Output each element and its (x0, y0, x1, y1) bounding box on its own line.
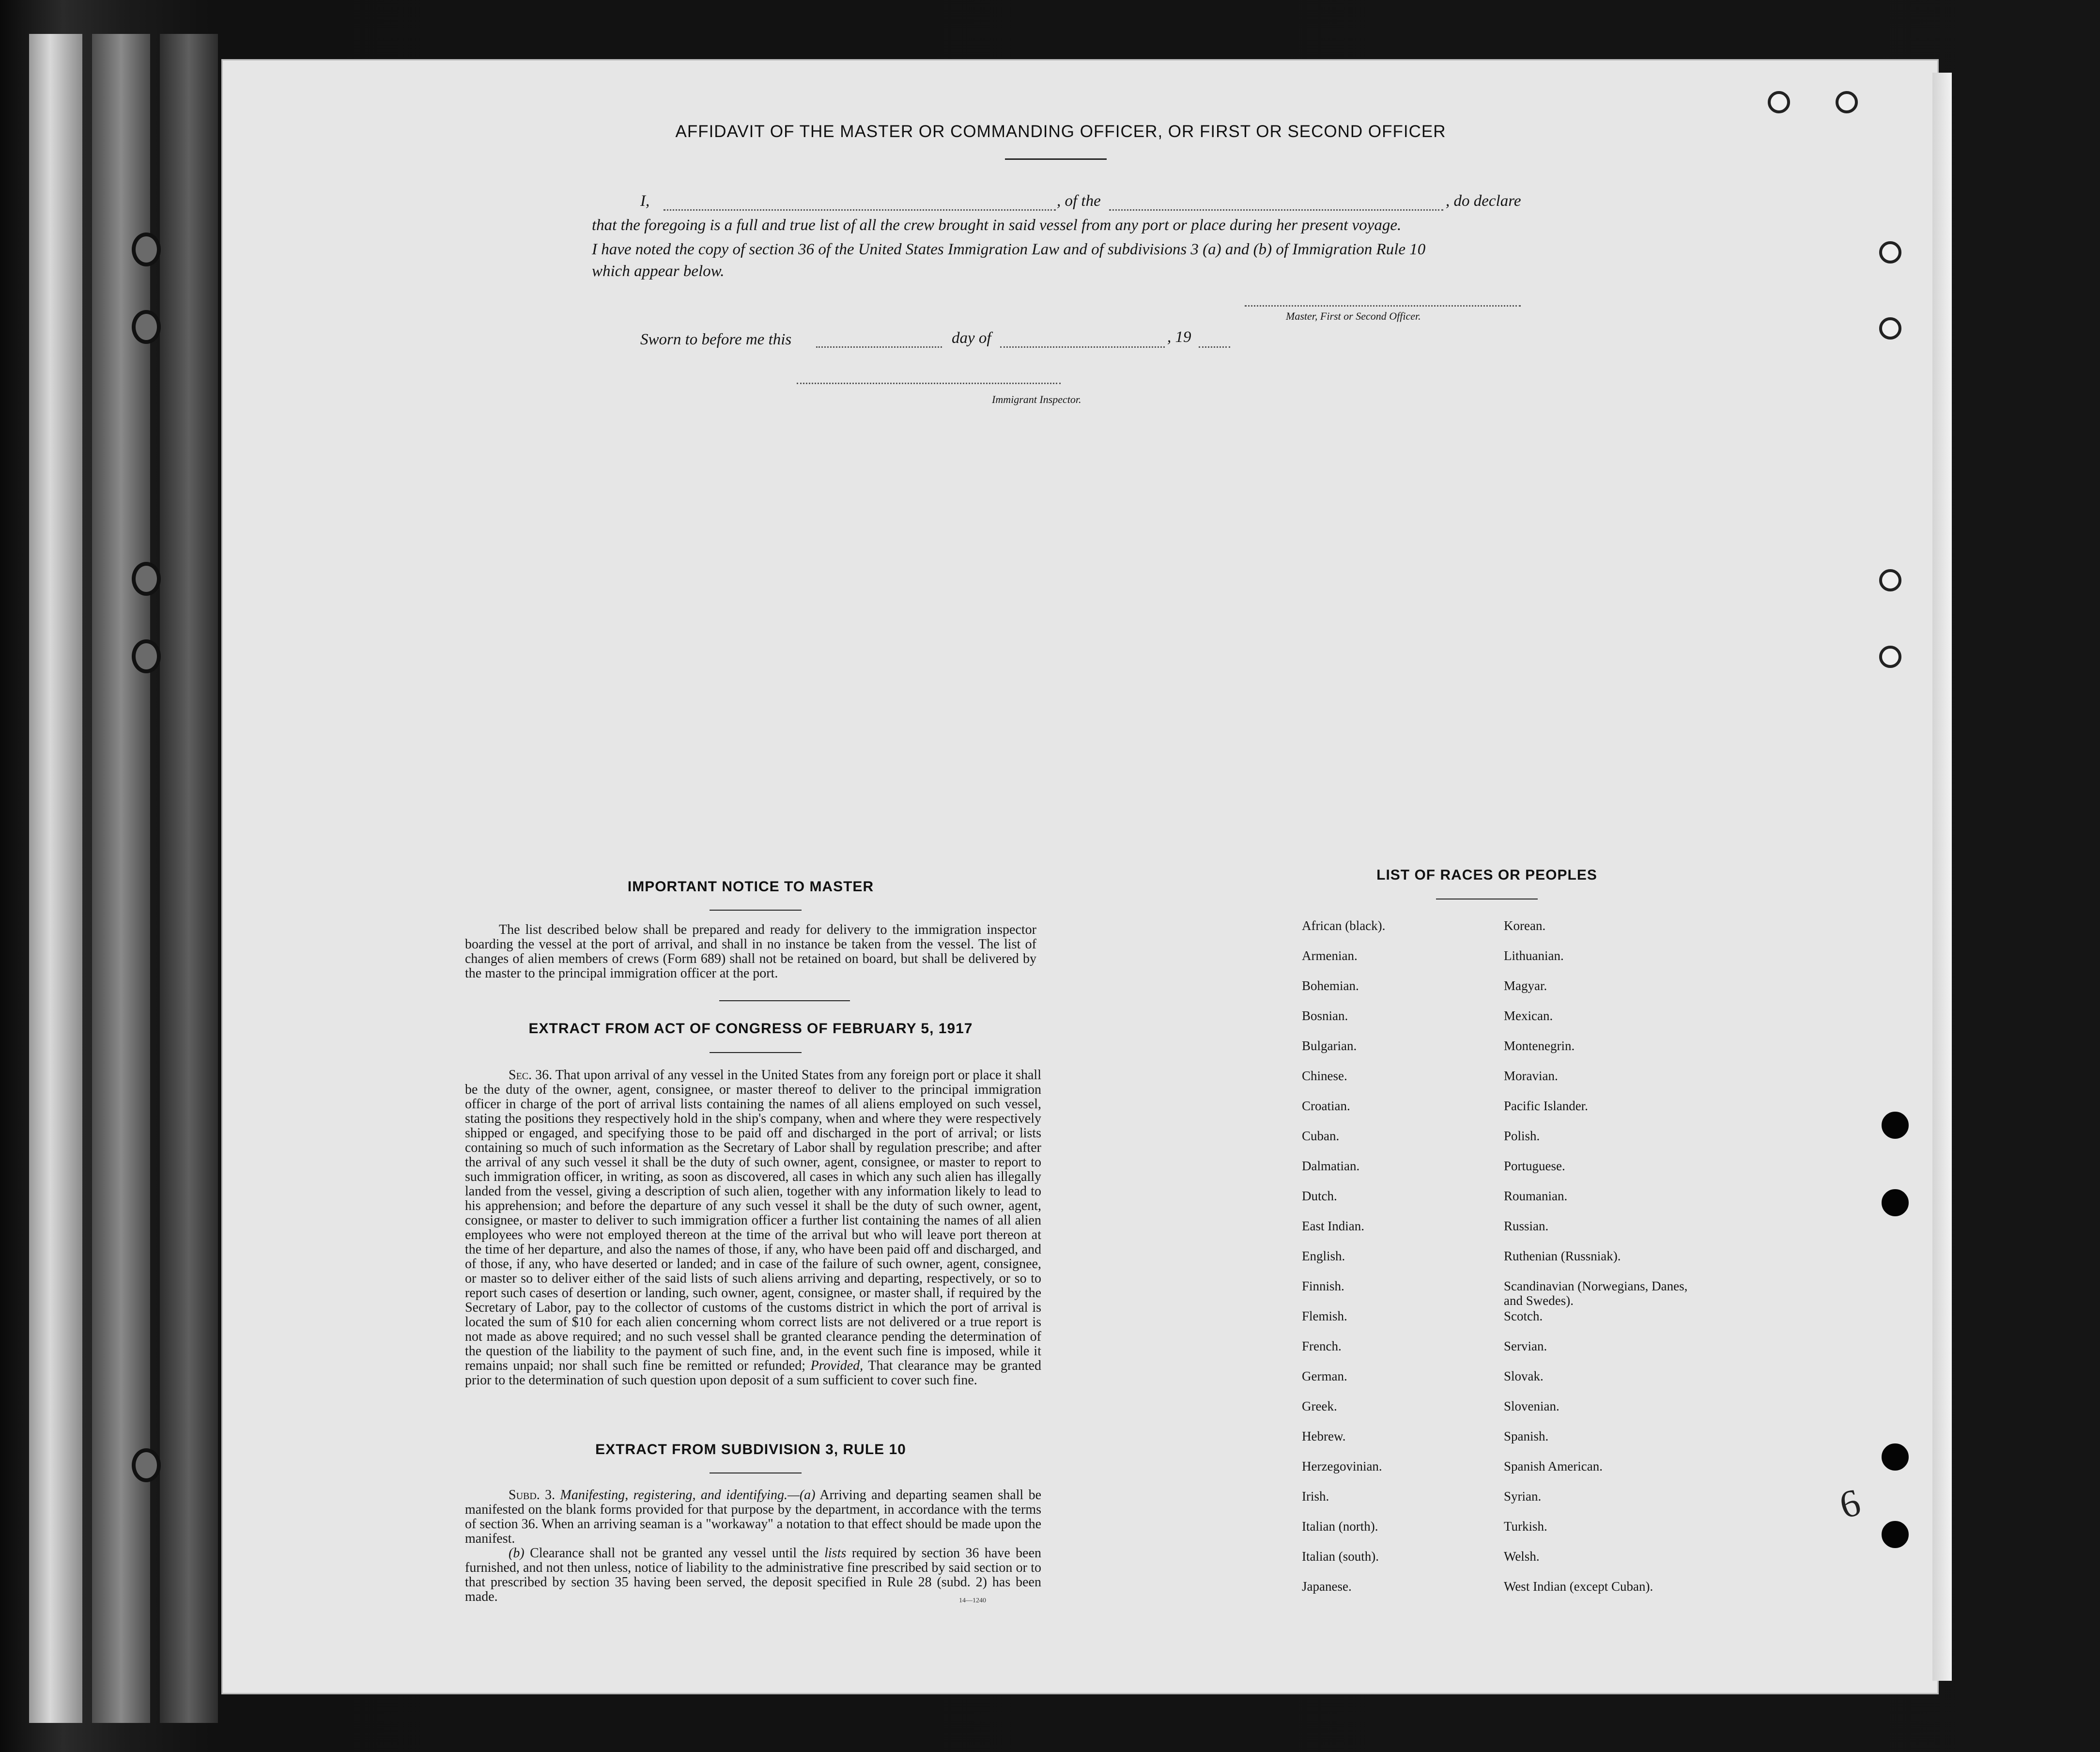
sworn-day-field[interactable] (816, 346, 942, 348)
race-item: Irish. (1302, 1489, 1329, 1504)
notice-underline (710, 910, 802, 911)
race-item: Chinese. (1302, 1069, 1347, 1083)
race-item: Slovak. (1504, 1369, 1544, 1383)
race-item: Italian (south). (1302, 1549, 1379, 1564)
declaration-line-2: that the foregoing is a full and true list of all the crew brought in said vessel from any port or place during her present voyage. (592, 217, 1402, 234)
race-item: Russian. (1504, 1219, 1549, 1233)
race-item: Moravian. (1504, 1069, 1558, 1083)
race-item: English. (1302, 1249, 1345, 1263)
race-item: Mexican. (1504, 1008, 1553, 1023)
binder-strip (29, 34, 82, 1723)
race-item: Montenegrin. (1504, 1039, 1575, 1053)
race-item: Spanish American. (1504, 1459, 1603, 1473)
races-title: LIST OF RACES OR PEOPLES (1376, 867, 1597, 883)
race-item: Lithuanian. (1504, 948, 1564, 963)
race-item: Dutch. (1302, 1189, 1337, 1203)
lists-word: lists (824, 1546, 847, 1561)
races-list-right (1504, 918, 1707, 1609)
binder-hole-icon (132, 233, 161, 266)
races-list-left (1302, 918, 1467, 1609)
race-item: Magyar. (1504, 978, 1547, 993)
section-divider (719, 1000, 850, 1001)
race-item: Croatian. (1302, 1099, 1350, 1113)
subd-a-body: Arriving and departing seamen shall be manifested on the blank forms provided for that purpose by the department, in accordance with the terms of section 36. When an arriving seaman is a "workaway" a notation to that effect should be made upon the manifest. (465, 1488, 1041, 1546)
binder-hole-icon (132, 562, 161, 596)
inspector-label: Immigrant Inspector. (992, 393, 1081, 405)
punch-hole-icon (1879, 646, 1901, 668)
race-item: Roumanian. (1504, 1189, 1568, 1203)
sworn-year: , 19 (1167, 328, 1191, 346)
race-item: Bosnian. (1302, 1008, 1348, 1023)
sworn-day-of: day of (952, 329, 991, 347)
punch-hole-icon (1768, 91, 1790, 113)
race-item: Flemish. (1302, 1309, 1347, 1323)
punch-hole-icon (1882, 1521, 1909, 1548)
race-item: West Indian (except Cuban). (1504, 1579, 1653, 1594)
rule-text-a (465, 1488, 1041, 1546)
race-item: Servian. (1504, 1339, 1547, 1353)
binder-strip (160, 34, 218, 1723)
race-item: Italian (north). (1302, 1519, 1378, 1534)
act-end: That clearance may be granted prior to the determination of such question upon deposit of a sum sufficient to cover such fine. (465, 1358, 1042, 1388)
race-item: Cuban. (1302, 1129, 1340, 1143)
binder-hole-icon (132, 1448, 161, 1482)
sec-label: Sec. 36. (509, 1068, 553, 1083)
rule-extract-title: EXTRACT FROM SUBDIVISION 3, RULE 10 (595, 1442, 906, 1457)
notice-text: The list described below shall be prepared and ready for delivery to the immigration inspector boarding the vessel at the port of arrival, and shall in no instance be taken from the vessel. The list of changes of alien members of crews (Form 689) shall not be retained on board, but shall be delivered by the master to the principal immigration officer at the port. (465, 922, 1036, 981)
handwritten-page-mark: 6 (1835, 1481, 1865, 1527)
race-item: Armenian. (1302, 948, 1358, 963)
race-item: French. (1302, 1339, 1342, 1353)
signature-label: Master, First or Second Officer. (1286, 310, 1421, 322)
declaration-line-4: which appear below. (592, 263, 725, 280)
race-item: Hebrew. (1302, 1429, 1346, 1443)
race-item: Finnish. (1302, 1279, 1344, 1293)
act-underline (710, 1052, 802, 1053)
provided-word: Provided, (810, 1358, 864, 1373)
race-item: Herzegovinian. (1302, 1459, 1382, 1473)
race-item: African (black). (1302, 918, 1386, 933)
act-body: That upon arrival of any vessel in the United States from any foreign port or place it shall be the duty of the owner, agent, consignee, or master thereof to deliver to the principal immigration officer in charge of the port of arrival lists containing the names of all aliens employed on such vessel, stating the positions they respectively hold in the ship's company, when and where they were respectively shipped or engaged, and specifying those to be paid off and discharged in the port of arrival; or lists containing so much of such information as the Secretary of Labor shall by regulation prescribe; and after the arrival of any such vessel it shall be the duty of such owner, agent, consignee, or master to report to such immigration officer, in writing, as soon as discovered, all cases in which any such alien has illegally landed from the vessel, giving a description of such alien, together with any information likely to lead to his apprehension; and before the departure of any such vessel it shall be the duty of such owner, agent, consignee, or master to deliver to such immigration officer a further list containing the names of all alien employees who were not employed thereon at the time of the arrival but who will leave port thereon at the time of her departure, and also the names of those, if any, who have been paid off and discharged, and of those, if any, who have deserted or landed; and in case of the failure of such owner, agent, consignee, or master so to deliver either of the said lists of such aliens arriving and departing, respectively, or so to report such cases of desertion or landing, such owner, agent, consignee, or master shall, if required by the Secretary of Labor, pay to the collector of customs of the customs district in which the port of arrival is located the sum of $10 for each alien concerning whom correct lists are not delivered or a true report is not made as above required; and no such vessel shall be granted clearance pending the determination of the question of the liability to the payment of such fine, and, in the event such fine is imposed, while it remains unpaid; nor shall such fine be remitted or refunded; (465, 1068, 1041, 1373)
punch-hole-icon (1882, 1189, 1909, 1216)
race-item: Turkish. (1504, 1519, 1547, 1534)
race-item: Welsh. (1504, 1549, 1540, 1564)
sworn-month-field[interactable] (1000, 346, 1165, 348)
sworn-prefix: Sworn to before me this (640, 331, 792, 348)
race-item: German. (1302, 1369, 1347, 1383)
punch-hole-icon (1882, 1112, 1909, 1139)
subd-label: Subd. 3. (509, 1488, 556, 1503)
master-name-field[interactable] (664, 209, 1056, 211)
race-item: Bohemian. (1302, 978, 1359, 993)
vessel-name-field[interactable] (1109, 209, 1443, 211)
page-edge (1932, 73, 1952, 1681)
race-item: Korean. (1504, 918, 1546, 933)
punch-hole-icon (1879, 569, 1901, 591)
race-item: Portuguese. (1504, 1159, 1565, 1173)
declare-start: I, (640, 192, 650, 210)
race-item: Bulgarian. (1302, 1039, 1357, 1053)
signature-field[interactable] (1245, 305, 1521, 307)
race-item: Dalmatian. (1302, 1159, 1360, 1173)
title-underline (1005, 158, 1107, 160)
act-text (465, 1068, 1041, 1388)
race-item: Slovenian. (1504, 1399, 1560, 1413)
race-item: Japanese. (1302, 1579, 1352, 1594)
affidavit-title: AFFIDAVIT OF THE MASTER OR COMMANDING OFFICER, OR FIRST OR SECOND OFFICER (675, 122, 1446, 141)
race-item: East Indian. (1302, 1219, 1364, 1233)
punch-hole-icon (1836, 91, 1858, 113)
punch-hole-icon (1879, 241, 1901, 264)
punch-hole-icon (1882, 1443, 1909, 1471)
declaration-line-3: I have noted the copy of section 36 of the United States Immigration Law and of subdivisions 3 (a) and (b) of Immigration Rule 10 (592, 241, 1426, 258)
b-body-2: required by section 36 have been furnished, and not then unless, notice of liability to the administrative fine prescribed by said section or to that prescribed by section 35 having been served, the deposit specified in Rule 28 (subd. 2) has been made. (465, 1546, 1042, 1604)
inspector-signature-field[interactable] (797, 383, 1061, 384)
race-item: Syrian. (1504, 1489, 1542, 1504)
race-item: Spanish. (1504, 1429, 1549, 1443)
rule-text-b (465, 1546, 1041, 1604)
race-item: Greek. (1302, 1399, 1337, 1413)
notice-title: IMPORTANT NOTICE TO MASTER (627, 879, 874, 895)
subd-title: Manifesting, registering, and identifying.—(a) (560, 1488, 816, 1503)
race-item: Ruthenian (Russniak). (1504, 1249, 1621, 1263)
sworn-year-field[interactable] (1199, 346, 1230, 348)
race-item: Polish. (1504, 1129, 1540, 1143)
race-item: Scotch. (1504, 1309, 1543, 1323)
binder-hole-icon (132, 639, 161, 673)
race-item: Scandinavian (Norwegians, Danes, and Swedes). (1504, 1279, 1688, 1308)
b-body-1: Clearance shall not be granted any vessel until the (530, 1546, 819, 1561)
binder-hole-icon (132, 310, 161, 344)
declare-end: , do declare (1446, 192, 1521, 210)
punch-hole-icon (1879, 317, 1901, 340)
race-item: Pacific Islander. (1504, 1099, 1588, 1113)
b-label: (b) (509, 1546, 525, 1561)
act-extract-title: EXTRACT FROM ACT OF CONGRESS OF FEBRUARY 5, 1917 (528, 1021, 973, 1037)
form-number: 14—1240 (959, 1597, 986, 1604)
declare-of: , of the (1057, 192, 1101, 210)
